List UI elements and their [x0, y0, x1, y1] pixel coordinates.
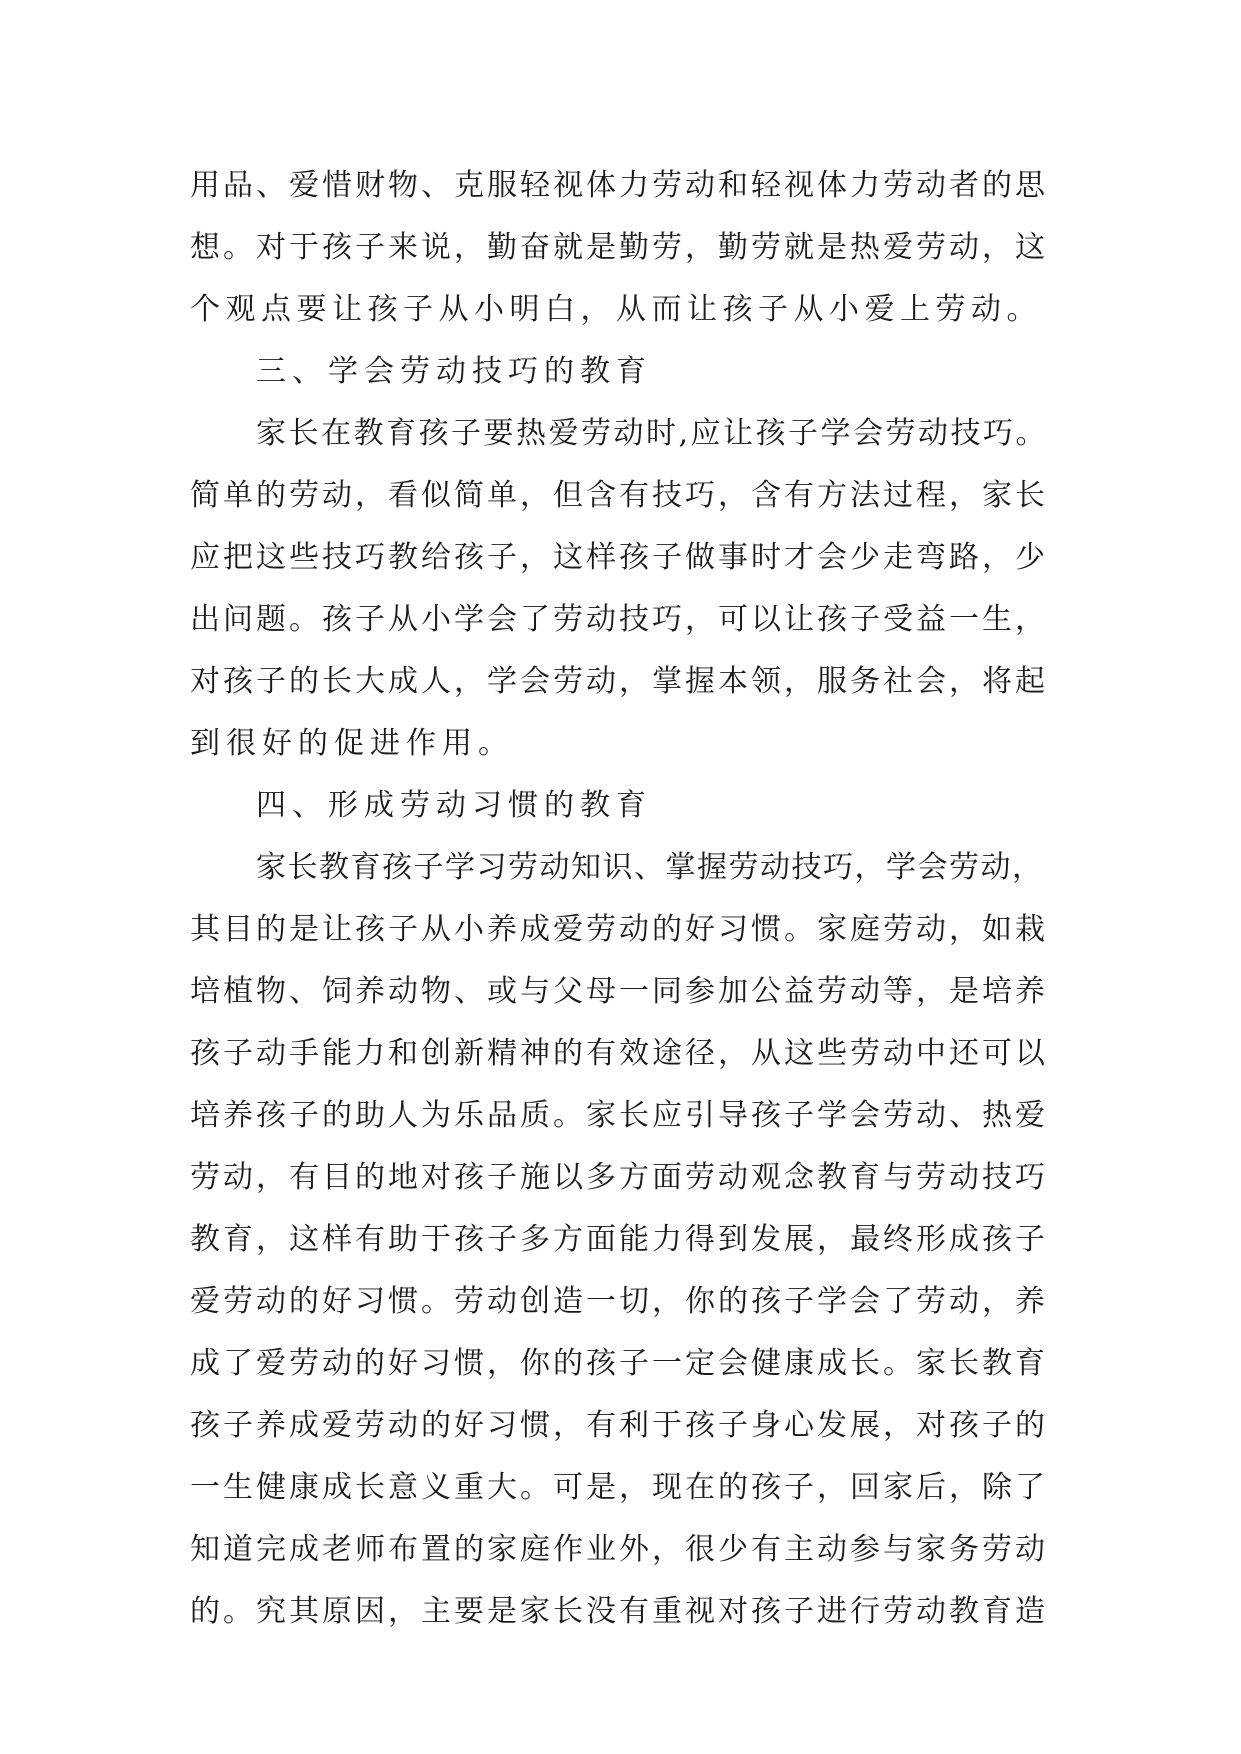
- text-line: 爱劳动的好习惯。劳动创造一切，你的孩子学会了劳动，养: [190, 1284, 1048, 1319]
- text-line: 一生健康成长意义重大。可是，现在的孩子，回家后，除了: [190, 1470, 1048, 1505]
- text-line: 到很好的促进作用。: [190, 726, 514, 761]
- text-line: 应把这些技巧教给孩子，这样孩子做事时才会少走弯路，少: [190, 540, 1048, 575]
- text-line: 对孩子的长大成人，学会劳动，掌握本领，服务社会，将起: [190, 664, 1048, 699]
- text-line: 出问题。孩子从小学会了劳动技巧，可以让孩子受益一生，: [190, 602, 1048, 637]
- text-line: 知道完成老师布置的家庭作业外，很少有主动参与家务劳动: [190, 1532, 1048, 1567]
- text-line: 的。究其原因，主要是家长没有重视对孩子进行劳动教育造: [190, 1594, 1048, 1629]
- text-line: 培养孩子的助人为乐品质。家长应引导孩子学会劳动、热爱: [190, 1098, 1048, 1133]
- paragraph-first-line: 家长在教育孩子要热爱劳动时,应让孩子学会劳动技巧。: [256, 416, 1049, 451]
- document-body-text: [190, 155, 1050, 1643]
- text-line: 其目的是让孩子从小养成爱劳动的好习惯。家庭劳动，如栽: [190, 912, 1048, 947]
- text-line: 孩子动手能力和创新精神的有效途径，从这些劳动中还可以: [190, 1036, 1048, 1071]
- text-line: 用品、爱惜财物、克服轻视体力劳动和轻视体力劳动者的思: [190, 168, 1048, 203]
- text-line: 简单的劳动，看似简单，但含有技巧，含有方法过程，家长: [190, 478, 1048, 513]
- text-line: 个观点要让孩子从小明白，从而让孩子从小爱上劳动。: [190, 292, 1042, 327]
- section-heading: 三、学会劳动技巧的教育: [256, 354, 652, 389]
- text-line: 教育，这样有助于孩子多方面能力得到发展，最终形成孩子: [190, 1222, 1048, 1257]
- text-line: 孩子养成爱劳动的好习惯，有利于孩子身心发展，对孩子的: [190, 1408, 1048, 1443]
- text-line: 劳动，有目的地对孩子施以多方面劳动观念教育与劳动技巧: [190, 1160, 1048, 1195]
- text-line: 成了爱劳动的好习惯，你的孩子一定会健康成长。家长教育: [190, 1346, 1048, 1381]
- section-heading: 四、形成劳动习惯的教育: [256, 788, 652, 823]
- paragraph-first-line: 家长教育孩子学习劳动知识、掌握劳动技巧，学会劳动，: [256, 850, 1044, 885]
- text-line: 想。对于孩子来说，勤奋就是勤劳，勤劳就是热爱劳动，这: [190, 230, 1048, 265]
- text-line: 培植物、饲养动物、或与父母一同参加公益劳动等，是培养: [190, 974, 1048, 1009]
